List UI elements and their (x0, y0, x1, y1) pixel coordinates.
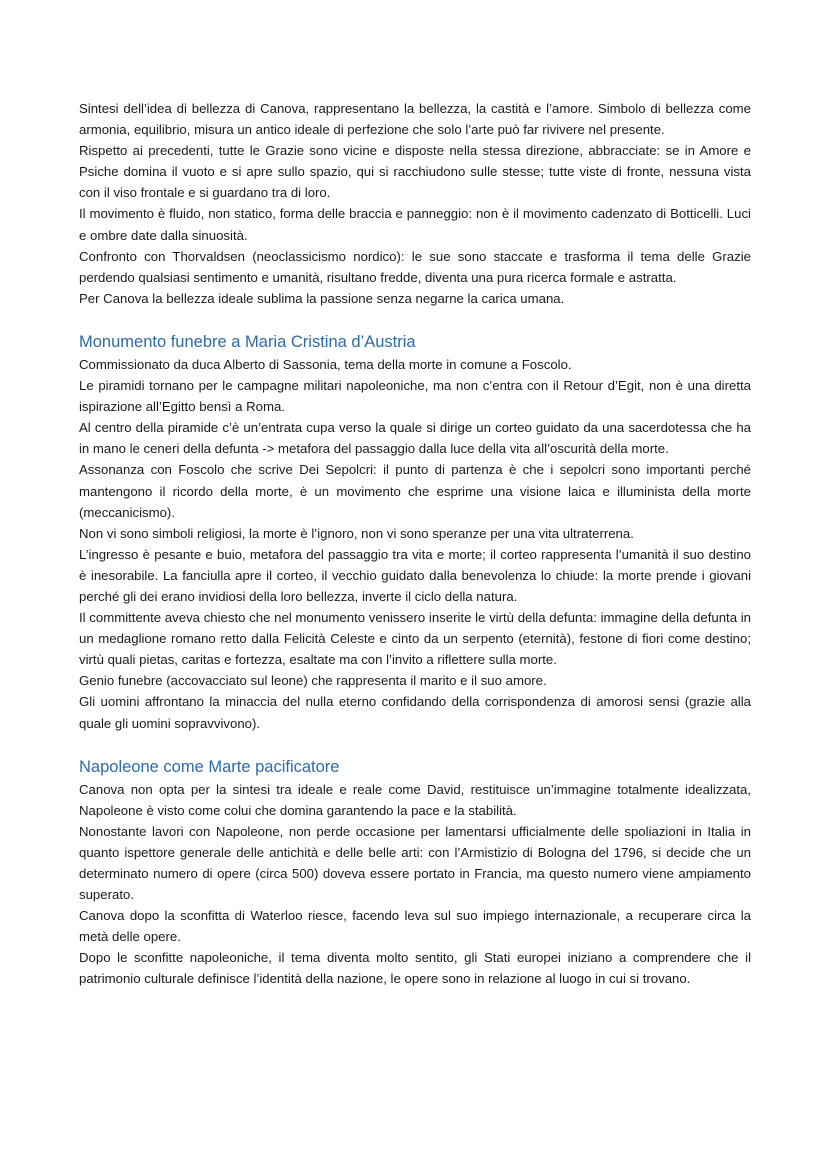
paragraph: Canova dopo la sconfitta di Waterloo riesce, facendo leva sul suo impiego internazionale, a recuperare circa la metà delle opere. (79, 908, 751, 945)
paragraph: Canova non opta per la sintesi tra ideale e reale come David, restituisce un’immagine totalmente idealizzata, Napoleone è visto come colui che domina garantendo la pace e la stabilità. (79, 781, 751, 818)
monumento-section (79, 354, 751, 734)
paragraph: Il movimento è fluido, non statico, forma delle braccia e panneggio: non è il movimento cadenzato di Botticelli. Luci e ombre date dalla sinuosità. (79, 206, 751, 243)
paragraph: Commissionato da duca Alberto di Sassonia, tema della morte in comune a Foscolo. (79, 356, 572, 372)
paragraph: Assonanza con Foscolo che scrive Dei Sepolcri: il punto di partenza è che i sepolcri sono importanti perché mantengono il ricordo della morte, è un movimento che esprime una visione laica e illuminista della morte (meccanicismo). (79, 462, 751, 520)
paragraph: Gli uomini affrontano la minaccia del nulla eterno confidando della corrispondenza di amorosi sensi (grazie alla quale gli uomini sopravvivono). (79, 694, 751, 731)
paragraph: Per Canova la bellezza ideale sublima la passione senza negarne la carica umana. (79, 290, 565, 306)
paragraph: Dopo le sconfitte napoleoniche, il tema diventa molto sentito, gli Stati europei iniziano a comprendere che il patrimonio culturale definisce l’identità della nazione, le opere sono in relazione al luogo in cui si trovano. (79, 950, 751, 987)
section-heading-napoleone: Napoleone come Marte pacificatore (79, 757, 340, 776)
paragraph: Il committente aveva chiesto che nel monumento venissero inserite le virtù della defunta: immagine della defunta in un medaglione romano retto dalla Felicità Celeste e cinto da un serpento (eternità), festone di fiori come destino; virtù quali pietas, caritas e fortezza, esaltate ma con l’invito a riflettere sulla morte. (79, 610, 751, 668)
paragraph: Non vi sono simboli religiosi, la morte è l’ignoro, non vi sono speranze per una vita ultraterrena. (79, 525, 634, 541)
section-heading-monumento: Monumento funebre a Maria Cristina d’Austria (79, 332, 416, 351)
paragraph: Al centro della piramide c’è un’entrata cupa verso la quale si dirige un corteo guidato da una sacerdotessa che ha in mano le ceneri della defunta -> metafora del passaggio dalla luce della vita all’oscurità della morte. (79, 420, 751, 457)
napoleone-section (79, 779, 751, 990)
paragraph: L’ingresso è pesante e buio, metafora del passaggio tra vita e morte; il corteo rappresenta l’umanità il suo destino è inesorabile. La fanciulla apre il corteo, il vecchio guidato dalla benevolenza lo chiude: la morte prende i giovani perché gli dei erano invidiosi della loro bellezza, inverte il ciclo della natura. (79, 546, 751, 604)
paragraph: Confronto con Thorvaldsen (neoclassicismo nordico): le sue sono staccate e trasforma il tema delle Grazie perdendo qualsiasi sentimento e umanità, risultano fredde, diventa una pura ricerca formale e astratta. (79, 248, 751, 285)
paragraph: Sintesi dell’idea di bellezza di Canova, rappresentano la bellezza, la castità e l’amore. Simbolo di bellezza come armonia, equilibrio, misura un antico ideale di perfezione che solo l’arte può far rivivere nel presente. (79, 101, 751, 138)
document-body (79, 98, 751, 990)
paragraph: Le piramidi tornano per le campagne militari napoleoniche, ma non c’entra con il Retour d’Egit, non è una diretta ispirazione all’Egitto bensì a Roma. (79, 378, 751, 415)
paragraph: Rispetto ai precedenti, tutte le Grazie sono vicine e disposte nella stessa direzione, abbracciate: se in Amore e Psiche domina il vuoto e si apre sullo spazio, qui si racchiudono sulle stesse; tutte viste di fronte, nessuna vista con il viso frontale e si guardano tra di loro. (79, 143, 751, 201)
paragraph: Genio funebre (accovacciato sul leone) che rappresenta il marito e il suo amore. (79, 673, 547, 689)
intro-section (79, 98, 751, 309)
paragraph: Nonostante lavori con Napoleone, non perde occasione per lamentarsi ufficialmente delle spoliazioni in Italia in quanto ispettore generale delle antichità e delle belle arti: con l’Armistizio di Bologna del 1796, si decide che un determinato numero di opere (circa 500) doveva essere portato in Francia, ma questo numero viene ampiamento superato. (79, 823, 751, 903)
